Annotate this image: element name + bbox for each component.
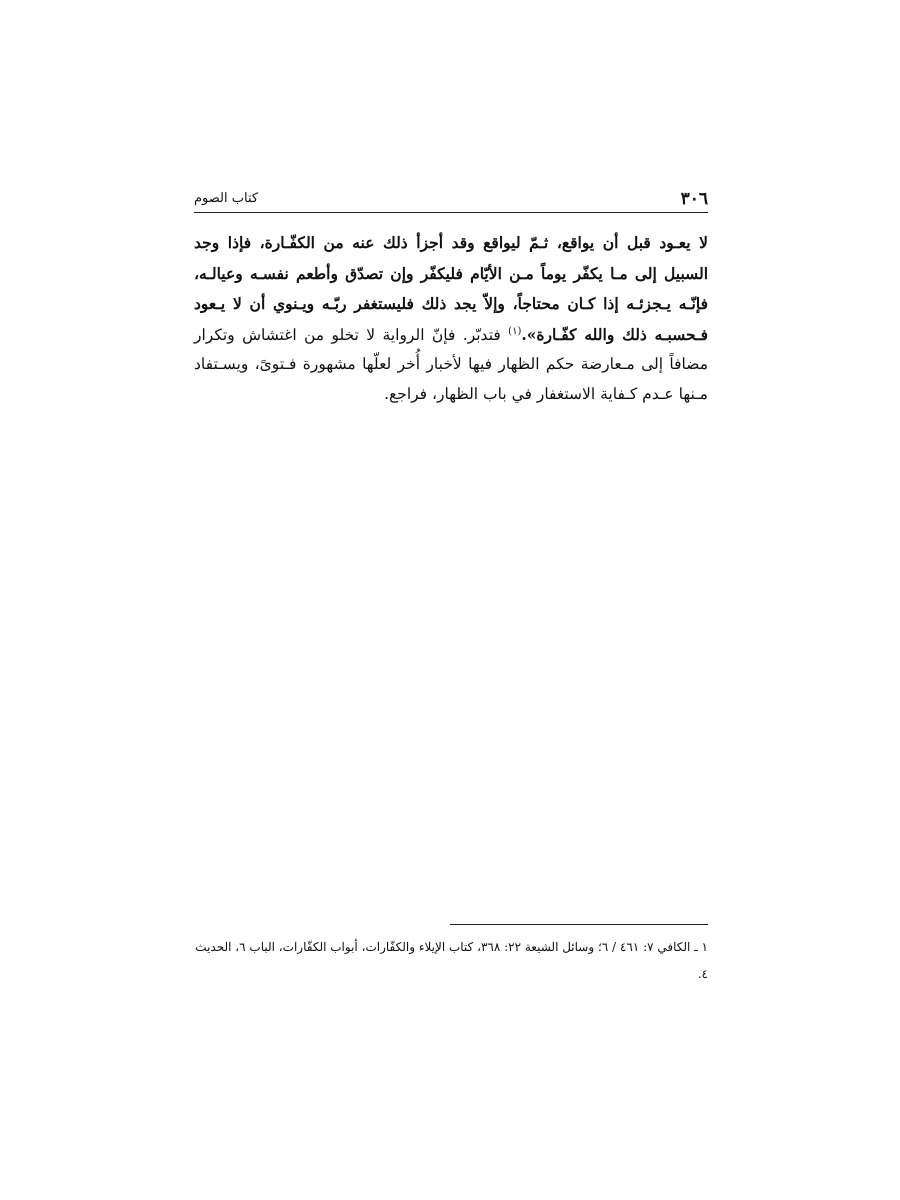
footnote-text: ١ ـ الكافي ٧: ٤٦١ / ٦؛ وسائل الشيعة ٢٢: ٣٦٨، كتاب الإيلاء والكفّارات، أبواب الكفّارات، الباب ٦، الحديث ٤.	[195, 940, 708, 981]
commentary-text: فتدبّر. فإنّ الرواية لا تخلو من اغتشاش وتكرار مضافاً إلى مـعارضة حكم الظهار فيها لأخبار أُخر لعلّها مشهورة فـتوىً، ويسـتفاد مـنها عـدم كـفاية الاستغفار في باب الظهار، فراجع.	[194, 325, 708, 403]
body-paragraph	[194, 228, 708, 409]
quoted-hadith-text: لا يعـود قبل أن يواقع، ثـمّ ليواقع وقد أجزأ ذلك عنه من الكفّـارة، فإذا وجد السبيل إلى مـا يكفّر يوماً مـن الأيّام فليكفّر وإن تصدّق وأطعم نفسـه وعيالـه، فإنّـه يـجزئـه إذا كـان محتاجاً، وإلاّ يجد ذلك فليستغفر ربّـه ويـنوي أن لا يـعود فـحسبـه ذلك والله كفّـارة».	[194, 233, 708, 344]
running-header	[194, 188, 708, 213]
footnote-divider	[450, 924, 708, 925]
footnote	[194, 934, 708, 988]
footnote-reference: (١)	[508, 325, 522, 337]
page-number: ٣٠٦	[680, 189, 708, 209]
running-title: كتاب الصوم	[194, 191, 259, 206]
